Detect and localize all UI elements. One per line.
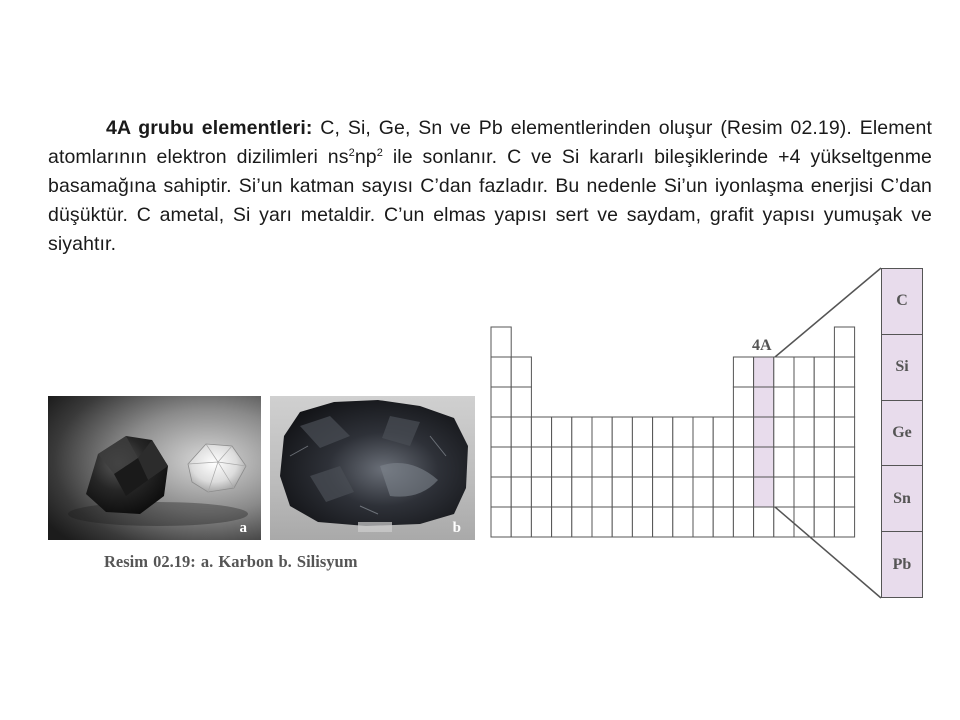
periodic-table-cell [794,387,814,417]
periodic-table-cell [794,477,814,507]
periodic-table-cell [653,507,673,537]
periodic-table-cell [511,477,531,507]
periodic-table-cell [834,447,854,477]
periodic-table-cell [814,447,834,477]
periodic-table-cell [612,507,632,537]
periodic-table-cell [814,387,834,417]
periodic-table-cell [733,477,753,507]
periodic-table-cell [491,507,511,537]
periodic-table-cell [834,357,854,387]
superscript-2: 2 [376,147,383,159]
periodic-table-cell [673,417,693,447]
group-4a-cell [754,477,774,507]
periodic-table-cell [774,477,794,507]
periodic-table-cell [774,417,794,447]
periodic-table-cell [653,477,673,507]
periodic-table-cell [733,507,753,537]
periodic-table-cell [531,447,551,477]
periodic-table-cell [612,477,632,507]
periodic-table-cell [834,387,854,417]
periodic-table-cell [794,417,814,447]
periodic-table-cell [733,357,753,387]
periodic-table-cell [632,417,652,447]
periodic-table-cell [511,417,531,447]
periodic-table-cell [713,447,733,477]
paragraph-text-3: ile sonlanır. C ve Si kararlı bileşiklerinde +4 yükseltgenme basamağına sahiptir. Si’un katman sayısı C’dan fazladır. Bu nedenle Si’un iyonlaşma enerjisi C’dan düşüktür. C ametal, Si yarı metaldir. C’un elmas yapısı sert ve saydam, grafit yapısı yumuşak ve siyahtır. [48,146,932,255]
periodic-table-cell [794,447,814,477]
periodic-table-cell [713,507,733,537]
periodic-table-cell [814,417,834,447]
periodic-table-cell [612,417,632,447]
periodic-table-cell [632,477,652,507]
paragraph-text-1: C, Si, Ge, Sn ve Pb elementlerinden oluşur (Resim 02.19). Element atomlarının elektron dizilimleri ns [48,117,932,168]
periodic-table-cell [814,507,834,537]
periodic-table-cell [774,357,794,387]
periodic-table-cell [531,417,551,447]
periodic-table-cell [774,387,794,417]
periodic-table-cell [733,447,753,477]
periodic-table-cell [794,357,814,387]
periodic-table-cell [713,417,733,447]
element-tin: Sn [882,465,922,531]
group-4a-cell [754,447,774,477]
periodic-table-cell [693,447,713,477]
periodic-table-cell [531,507,551,537]
periodic-table-cell [632,507,652,537]
periodic-table-grid [491,327,855,537]
periodic-table-cell [673,507,693,537]
periodic-table-cell [774,507,794,537]
group-4a-element-column [881,268,923,598]
periodic-table-cell [491,447,511,477]
periodic-table-cell [552,477,572,507]
group-4a-cell [754,417,774,447]
periodic-table-cell [733,387,753,417]
periodic-table-cell [653,447,673,477]
periodic-table-cell [511,387,531,417]
periodic-table-cell [552,447,572,477]
periodic-table-cell [693,477,713,507]
periodic-table-cell [491,357,511,387]
periodic-table-cell [572,507,592,537]
group-4a-cell [754,357,774,387]
periodic-table-cell [511,507,531,537]
periodic-table-cell [552,507,572,537]
periodic-table-cell [592,507,612,537]
group-4a-label: 4A [752,337,772,354]
periodic-table-cell [814,357,834,387]
paragraph-text-2: np [354,146,377,168]
periodic-table-cell [733,417,753,447]
periodic-table-cell [572,417,592,447]
figure-caption: Resim 02.19: a. Karbon b. Silisyum [104,552,358,571]
element-lead: Pb [882,531,922,597]
superscript-1: 2 [348,147,355,159]
periodic-table-cell [491,477,511,507]
paragraph-heading: 4A grubu elementleri: [106,117,313,139]
periodic-table-cell [511,357,531,387]
periodic-table-cell [531,477,551,507]
periodic-table-cell [713,477,733,507]
periodic-table-cell [511,447,531,477]
periodic-table-cell [673,447,693,477]
periodic-table-cell [592,417,612,447]
group-4a-cell [754,387,774,417]
zoom-line-top [775,268,881,357]
element-silicon: Si [882,334,922,400]
periodic-table-cell [834,477,854,507]
periodic-table-cell [693,417,713,447]
periodic-table-cell [754,507,774,537]
photo-b-label: b [452,520,461,536]
periodic-table-cell [552,417,572,447]
element-germanium: Ge [882,400,922,466]
periodic-table-cell [673,477,693,507]
periodic-table-cell [491,387,511,417]
periodic-table-cell [572,447,592,477]
periodic-table-cell [572,477,592,507]
periodic-table-cell [834,327,854,357]
periodic-table-cell [693,507,713,537]
periodic-table-cell [834,507,854,537]
periodic-table-cell [814,477,834,507]
periodic-table-cell [491,417,511,447]
periodic-table-cell [774,447,794,477]
periodic-table-cell [592,477,612,507]
periodic-table-cell [632,447,652,477]
periodic-table-cell [834,417,854,447]
periodic-table-cell [491,327,511,357]
element-carbon: C [896,292,908,310]
periodic-table-cell [612,447,632,477]
periodic-table-cell [653,417,673,447]
periodic-table-cell [592,447,612,477]
photo-a-label: a [239,520,247,536]
